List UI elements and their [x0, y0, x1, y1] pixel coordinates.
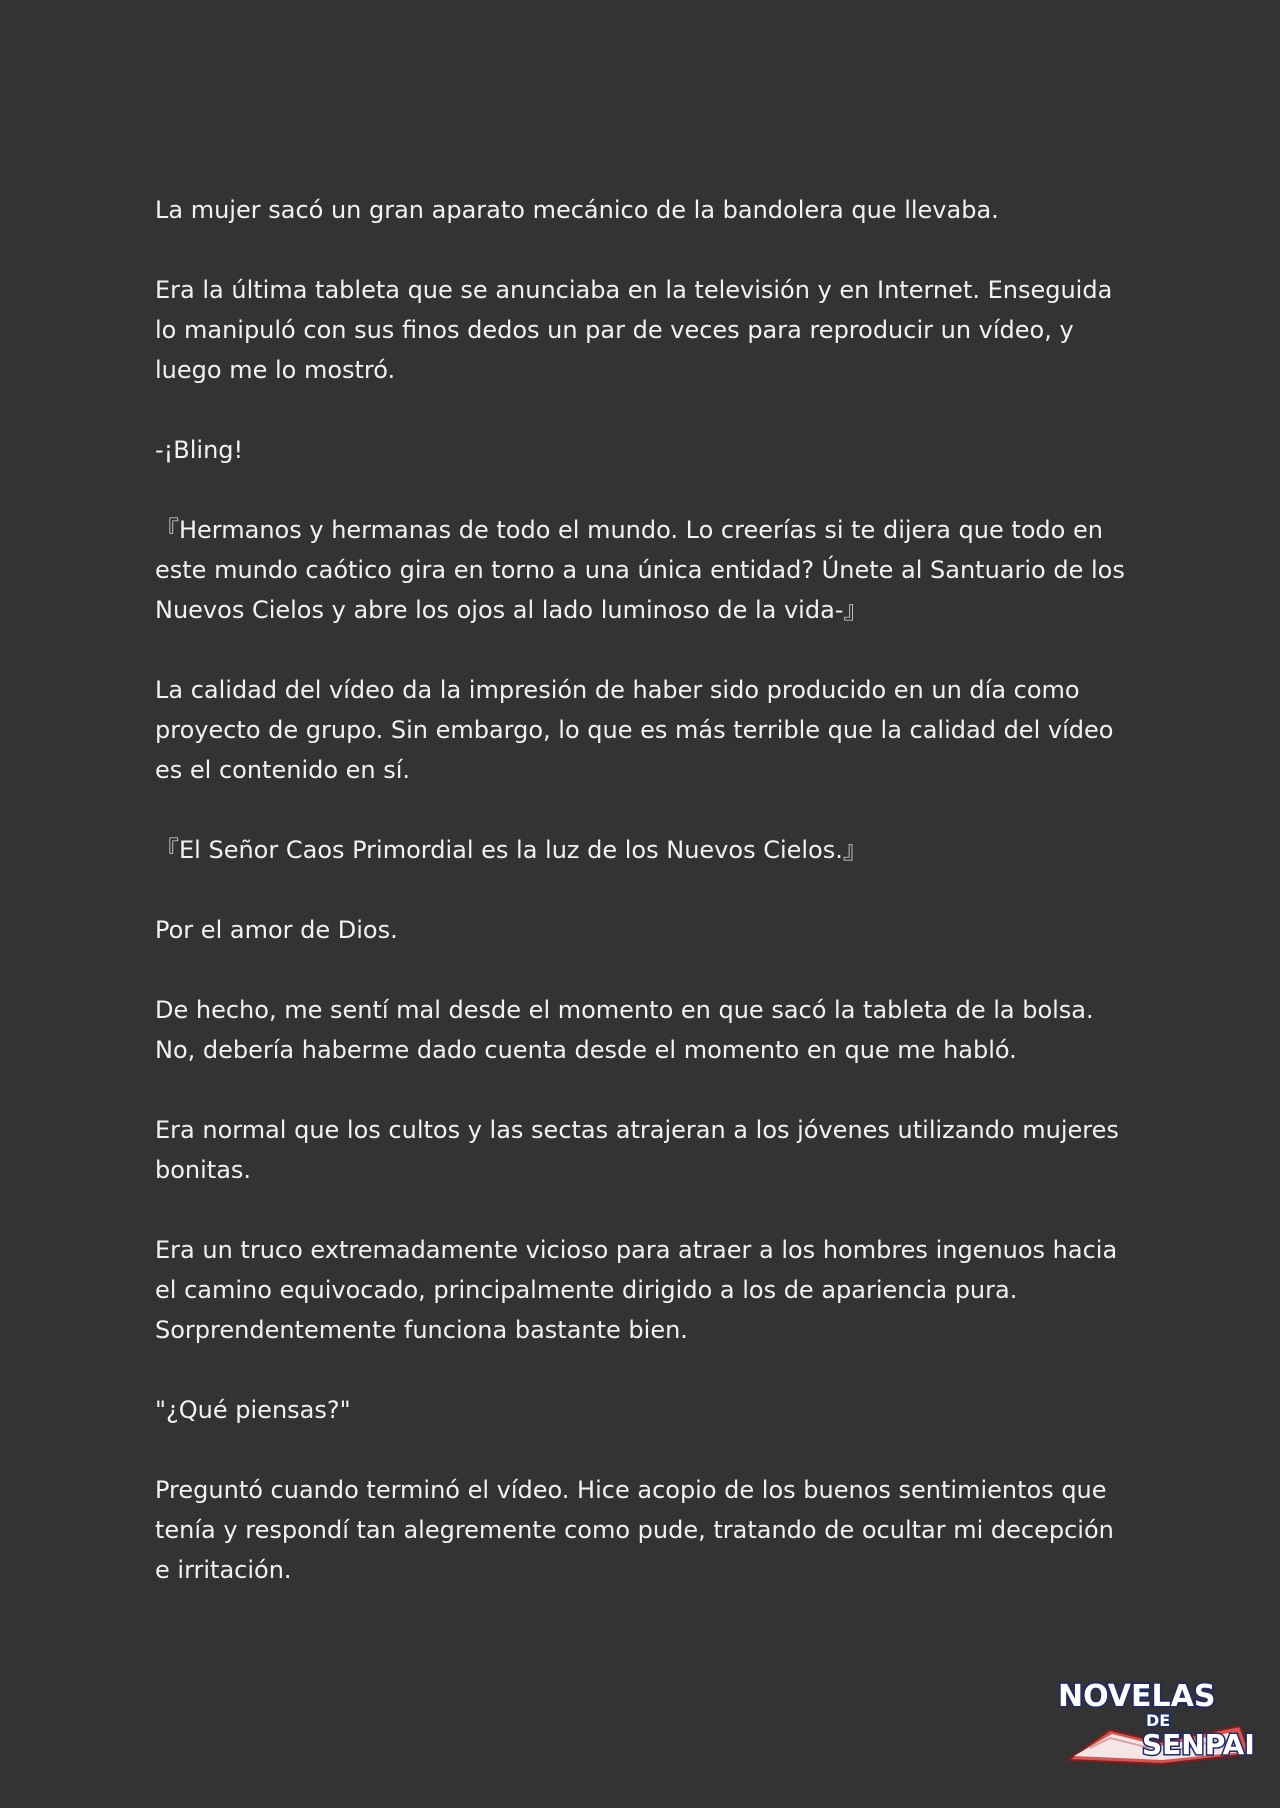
- paragraph-3: -¡Bling!: [155, 436, 244, 464]
- logo-line-3: SENPAI: [1142, 1728, 1255, 1761]
- paragraph-12: Preguntó cuando terminó el vídeo. Hice acopio de los buenos sentimientos que tenía y respondí tan alegremente como pude, tratando de ocultar mi decepción e irritación.: [155, 1476, 1114, 1584]
- paragraph-1: La mujer sacó un gran aparato mecánico de la bandolera que llevaba.: [155, 196, 999, 224]
- paragraph-9: Era normal que los cultos y las sectas atrajeran a los jóvenes utilizando mujeres bonitas.: [155, 1116, 1119, 1184]
- paragraph-10: Era un truco extremadamente vicioso para atraer a los hombres ingenuos hacia el camino equivocado, principalmente dirigido a los de apariencia pura. Sorprendentemente funciona bastante bien.: [155, 1236, 1118, 1344]
- paragraph-8: De hecho, me sentí mal desde el momento en que sacó la tableta de la bolsa. No, debería haberme dado cuenta desde el momento en que me habló.: [155, 996, 1094, 1064]
- paragraph-5: La calidad del vídeo da la impresión de haber sido producido en un día como proyecto de grupo. Sin embargo, lo que es más terrible que la calidad del vídeo es el contenido en sí.: [155, 676, 1114, 784]
- chapter-text: [155, 190, 1135, 1630]
- logo-line-2: DE: [1146, 1711, 1171, 1730]
- paragraph-2: Era la última tableta que se anunciaba en la televisión y en Internet. Enseguida lo manipuló con sus finos dedos un par de veces para reproducir un vídeo, y luego me lo mostró.: [155, 276, 1113, 384]
- paragraph-7: Por el amor de Dios.: [155, 916, 398, 944]
- paragraph-4: 『Hermanos y hermanas de todo el mundo. Lo creerías si te dijera que todo en este mundo caótico gira en torno a una única entidad? Únete al Santuario de los Nuevos Cielos y abre los ojos al lado luminoso de la vida-』: [155, 516, 1125, 624]
- paragraph-6: 『El Señor Caos Primordial es la luz de los Nuevos Cielos.』: [155, 836, 867, 864]
- logo-line-1: NOVELAS: [1058, 1679, 1216, 1714]
- paragraph-11: "¿Qué piensas?": [155, 1396, 351, 1424]
- open-book-icon: [1050, 1668, 1260, 1768]
- novelas-de-senpai-logo: [1050, 1668, 1260, 1768]
